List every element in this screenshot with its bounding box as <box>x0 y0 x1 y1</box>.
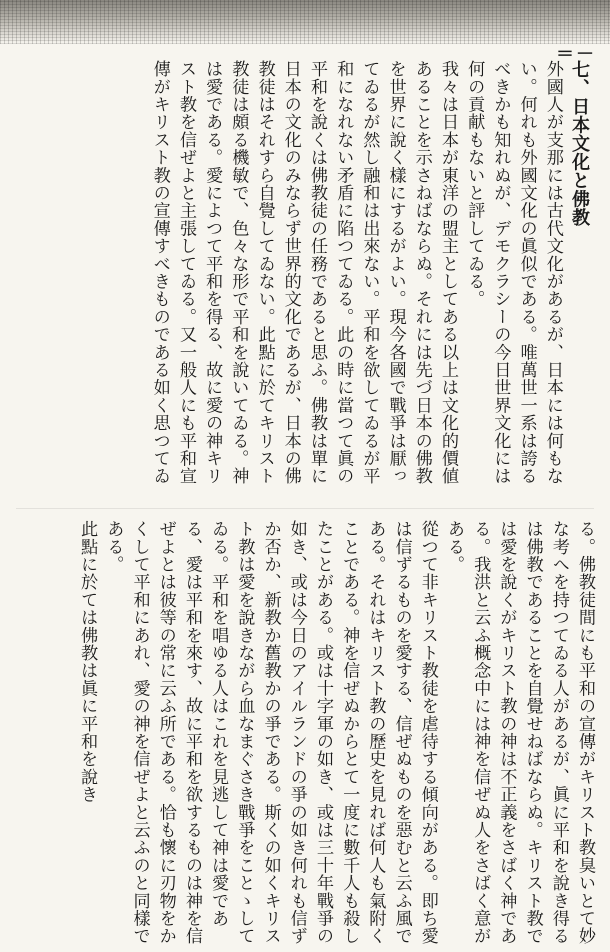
bottom-paragraph-3: 此點に於ては佛教は眞に平和を說き <box>77 520 98 804</box>
scan-noise-band <box>0 0 610 44</box>
section-title: 七、日本文化と佛教 <box>569 60 590 227</box>
page-mark: ＝－ <box>556 44 596 65</box>
top-paragraph-1: 外國人が支那には古代文化があるが、日本には何もない。何れも外國文化の眞似である。唯萬世一系は誇るべきかも知れぬが、デモクラシーの今日世界文化には何の貢献もないと評してゐる。 <box>464 60 563 485</box>
bottom-paragraph-1: る。佛教徒間にも平和の宣傳がキリスト教臭いとて妙な考へを持つてゐる人があるが、眞に平和を說き得るは佛教であることを自覺せねばならぬ。キリスト教では愛を說くがキリスト教の神は不正義をさばく神である。我洪と云ふ概念中には神を信ぜぬ人をさばく意がある。 <box>443 520 595 945</box>
section-divider <box>16 508 594 509</box>
top-text-block <box>57 60 592 500</box>
top-paragraph-2: 我々は日本が東洋の盟主としてある以上は文化的價値あることを示さねばならぬ。それには先づ日本の佛教を世界に說く樣にするがよい。現今各國で戰爭は厭ってゐるが然し融和は出來ない。平和を欲してゐるが平和になれない矛盾に陷つてゐる。此の時に當つて眞の平和を說くは佛教徒の任務であると思ふ。佛教は單に日本の文化のみならず世界的文化であるが、日本の佛教徒はそれすら自覺してゐない。此點に於てキリスト教徒は頗る機敏で、色々な形で平和を說いてゐる。神は愛である。愛によつて平和を得る、故に愛の神キリスト教を信ぜよと主張してゐる。又一般人にも平和宣傳がキリスト教の宣傳すべきものである如く思つてゐ <box>149 60 458 485</box>
bottom-paragraph-2: 從つて非キリスト教徒を虐待する傾向がある。即ち愛は信ずるものを愛する、信ぜぬものを惡むと云ふ風である。それはキリスト教の歷史を見れば何人も氣附くことである。神を信ぜぬからとて一度に數千人も殺したことがある。或は十字軍の如き、或は三十年戰爭の如き、或は今日のアイルランドの爭の如き何れも信ずか否か、新教か舊教かの爭である。斯くの如くキリスト教は愛を說きながら血なまぐさき戰爭をことゝしてゐる。平和を唱ゆる人はこれを見逃して神は愛である、愛は平和を來す、故に平和を欲するものは神を信ぜよとは彼等の常に云ふ所である。恰も懷に刃物をかくして平和にあれ、愛の神を信ぜよと云ふのと同樣である。 <box>103 520 438 945</box>
bottom-text-block <box>23 520 598 945</box>
